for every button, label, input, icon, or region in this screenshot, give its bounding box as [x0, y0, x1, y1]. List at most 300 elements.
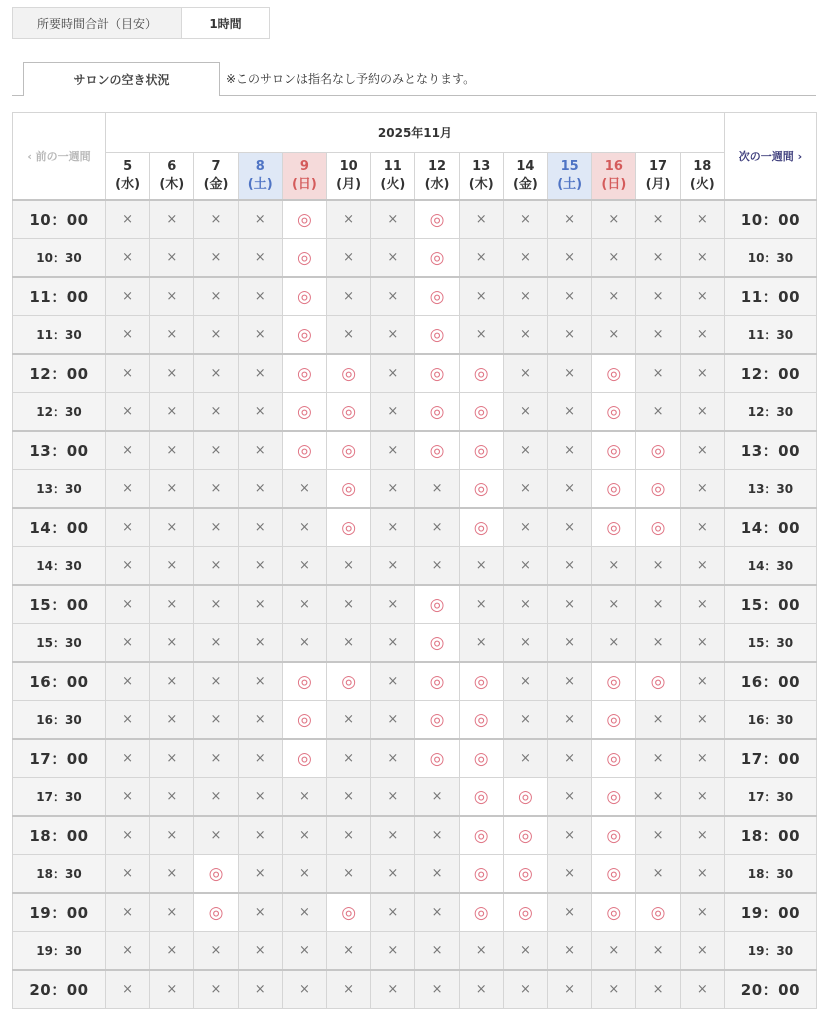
slot-available[interactable]: ◎	[327, 893, 371, 932]
time-label-right: 13：00	[724, 431, 816, 470]
time-label-right: 19：00	[724, 893, 816, 932]
slot-available[interactable]: ◎	[503, 855, 547, 894]
time-label-right: 17：00	[724, 739, 816, 778]
slot-unavailable: ×	[282, 893, 326, 932]
slot-available[interactable]: ◎	[592, 354, 636, 393]
slot-unavailable: ×	[503, 970, 547, 1009]
day-weekday: (日)	[291, 177, 317, 192]
slot-unavailable: ×	[194, 354, 238, 393]
slot-available[interactable]: ◎	[459, 508, 503, 547]
next-week-button[interactable]: 次の一週間 ›	[724, 113, 816, 201]
slot-unavailable: ×	[680, 970, 724, 1009]
slot-unavailable: ×	[150, 316, 194, 355]
slot-unavailable: ×	[592, 200, 636, 239]
time-row	[13, 932, 817, 971]
time-label-right: 20：00	[724, 970, 816, 1009]
slot-unavailable: ×	[150, 662, 194, 701]
day-weekday: (土)	[247, 177, 273, 192]
slot-unavailable: ×	[371, 662, 415, 701]
time-row	[13, 855, 817, 894]
time-label-left: 14：00	[13, 508, 106, 547]
slot-unavailable: ×	[194, 701, 238, 740]
slot-available[interactable]: ◎	[636, 662, 680, 701]
time-row	[13, 585, 817, 624]
slot-unavailable: ×	[636, 778, 680, 817]
time-row	[13, 239, 817, 278]
slot-available[interactable]: ◎	[415, 624, 459, 663]
slot-available[interactable]: ◎	[194, 855, 238, 894]
slot-available[interactable]: ◎	[636, 893, 680, 932]
slot-available[interactable]: ◎	[592, 662, 636, 701]
time-label-right: 12：00	[724, 354, 816, 393]
prev-week-button[interactable]: ‹ 前の一週間	[13, 113, 106, 201]
slot-unavailable: ×	[106, 470, 150, 509]
slot-available[interactable]: ◎	[415, 316, 459, 355]
slot-unavailable: ×	[680, 547, 724, 586]
slot-unavailable: ×	[548, 431, 592, 470]
slot-available[interactable]: ◎	[327, 662, 371, 701]
slot-available[interactable]: ◎	[459, 470, 503, 509]
time-label-right: 17：30	[724, 778, 816, 817]
time-label-left: 15：30	[13, 624, 106, 663]
slot-unavailable: ×	[371, 624, 415, 663]
slot-unavailable: ×	[238, 547, 282, 586]
slot-unavailable: ×	[106, 932, 150, 971]
slot-available[interactable]: ◎	[592, 855, 636, 894]
time-label-left: 20：00	[13, 970, 106, 1009]
slot-available[interactable]: ◎	[415, 354, 459, 393]
slot-unavailable: ×	[548, 277, 592, 316]
time-label-right: 18：00	[724, 816, 816, 855]
time-label-left: 15：00	[13, 585, 106, 624]
slot-unavailable: ×	[371, 739, 415, 778]
slot-available[interactable]: ◎	[503, 816, 547, 855]
day-date: 18	[693, 159, 712, 174]
time-label-left: 17：00	[13, 739, 106, 778]
day-header-15	[548, 153, 592, 201]
time-row	[13, 470, 817, 509]
slot-unavailable: ×	[548, 508, 592, 547]
slot-unavailable: ×	[680, 778, 724, 817]
day-date: 13	[472, 159, 491, 174]
slot-unavailable: ×	[327, 200, 371, 239]
slot-unavailable: ×	[238, 970, 282, 1009]
slot-available[interactable]: ◎	[282, 431, 326, 470]
slot-available[interactable]: ◎	[327, 431, 371, 470]
slot-unavailable: ×	[680, 200, 724, 239]
slot-unavailable: ×	[194, 932, 238, 971]
slot-unavailable: ×	[459, 547, 503, 586]
slot-unavailable: ×	[371, 354, 415, 393]
slot-unavailable: ×	[194, 739, 238, 778]
slot-unavailable: ×	[150, 547, 194, 586]
slot-unavailable: ×	[327, 277, 371, 316]
slot-unavailable: ×	[592, 970, 636, 1009]
time-label-right: 11：00	[724, 277, 816, 316]
slot-unavailable: ×	[636, 354, 680, 393]
time-row	[13, 662, 817, 701]
slot-available[interactable]: ◎	[592, 778, 636, 817]
slot-unavailable: ×	[282, 932, 326, 971]
slot-unavailable: ×	[150, 508, 194, 547]
slot-unavailable: ×	[238, 816, 282, 855]
time-label-right: 16：30	[724, 701, 816, 740]
slot-unavailable: ×	[150, 393, 194, 432]
slot-available[interactable]: ◎	[459, 354, 503, 393]
slot-available[interactable]: ◎	[415, 200, 459, 239]
slot-available[interactable]: ◎	[282, 316, 326, 355]
slot-unavailable: ×	[503, 662, 547, 701]
slot-unavailable: ×	[548, 547, 592, 586]
slot-available[interactable]: ◎	[459, 893, 503, 932]
slot-unavailable: ×	[150, 778, 194, 817]
time-label-left: 18：00	[13, 816, 106, 855]
slot-available[interactable]: ◎	[415, 277, 459, 316]
slot-unavailable: ×	[194, 316, 238, 355]
time-label-right: 16：00	[724, 662, 816, 701]
slot-available[interactable]: ◎	[459, 816, 503, 855]
slot-unavailable: ×	[636, 624, 680, 663]
time-row	[13, 354, 817, 393]
slot-unavailable: ×	[238, 662, 282, 701]
slot-unavailable: ×	[238, 431, 282, 470]
slot-unavailable: ×	[415, 547, 459, 586]
slot-unavailable: ×	[282, 470, 326, 509]
day-header-18	[680, 153, 724, 201]
time-label-right: 10：30	[724, 239, 816, 278]
slot-available[interactable]: ◎	[327, 508, 371, 547]
slot-unavailable: ×	[150, 855, 194, 894]
day-header-8	[238, 153, 282, 201]
time-label-right: 14：00	[724, 508, 816, 547]
month-header-row	[13, 113, 817, 153]
slot-unavailable: ×	[548, 316, 592, 355]
day-weekday: (金)	[203, 177, 229, 192]
slot-available[interactable]: ◎	[415, 431, 459, 470]
day-date: 15	[560, 159, 579, 174]
slot-unavailable: ×	[371, 239, 415, 278]
time-label-left: 19：00	[13, 893, 106, 932]
time-row	[13, 624, 817, 663]
slot-unavailable: ×	[548, 662, 592, 701]
slot-available[interactable]: ◎	[592, 816, 636, 855]
slot-unavailable: ×	[106, 739, 150, 778]
slot-unavailable: ×	[680, 508, 724, 547]
slot-unavailable: ×	[636, 701, 680, 740]
time-label-right: 14：30	[724, 547, 816, 586]
slot-unavailable: ×	[106, 816, 150, 855]
slot-unavailable: ×	[415, 778, 459, 817]
slot-available[interactable]: ◎	[636, 431, 680, 470]
slot-unavailable: ×	[150, 893, 194, 932]
time-label-right: 18：30	[724, 855, 816, 894]
slot-available[interactable]: ◎	[592, 893, 636, 932]
slot-unavailable: ×	[548, 701, 592, 740]
slot-unavailable: ×	[282, 970, 326, 1009]
slot-unavailable: ×	[238, 893, 282, 932]
time-label-left: 17：30	[13, 778, 106, 817]
slot-available[interactable]: ◎	[415, 585, 459, 624]
slot-available[interactable]: ◎	[415, 393, 459, 432]
slot-available[interactable]: ◎	[503, 778, 547, 817]
slot-unavailable: ×	[503, 932, 547, 971]
slot-unavailable: ×	[548, 893, 592, 932]
slot-unavailable: ×	[548, 470, 592, 509]
slot-unavailable: ×	[106, 277, 150, 316]
day-header-6	[150, 153, 194, 201]
time-row	[13, 970, 817, 1009]
slot-unavailable: ×	[282, 855, 326, 894]
slot-unavailable: ×	[194, 239, 238, 278]
slot-unavailable: ×	[636, 200, 680, 239]
day-header-9	[282, 153, 326, 201]
slot-unavailable: ×	[592, 239, 636, 278]
time-row	[13, 277, 817, 316]
slot-unavailable: ×	[592, 932, 636, 971]
slot-unavailable: ×	[194, 585, 238, 624]
slot-available[interactable]: ◎	[592, 393, 636, 432]
slot-available[interactable]: ◎	[415, 662, 459, 701]
slot-unavailable: ×	[150, 470, 194, 509]
day-header-11	[371, 153, 415, 201]
slot-unavailable: ×	[327, 855, 371, 894]
time-row	[13, 547, 817, 586]
time-label-left: 16：30	[13, 701, 106, 740]
day-date: 8	[255, 159, 265, 174]
slot-unavailable: ×	[636, 393, 680, 432]
slot-unavailable: ×	[238, 239, 282, 278]
slot-available[interactable]: ◎	[282, 393, 326, 432]
time-row	[13, 393, 817, 432]
slot-unavailable: ×	[592, 547, 636, 586]
slot-available[interactable]: ◎	[592, 431, 636, 470]
slot-available[interactable]: ◎	[282, 277, 326, 316]
slot-available[interactable]: ◎	[415, 239, 459, 278]
slot-unavailable: ×	[150, 277, 194, 316]
slot-available[interactable]: ◎	[327, 470, 371, 509]
day-header-14	[503, 153, 547, 201]
slot-unavailable: ×	[106, 585, 150, 624]
day-date: 12	[427, 159, 447, 174]
slot-unavailable: ×	[503, 277, 547, 316]
slot-unavailable: ×	[459, 970, 503, 1009]
slot-available[interactable]: ◎	[592, 739, 636, 778]
slot-unavailable: ×	[548, 200, 592, 239]
slot-unavailable: ×	[106, 316, 150, 355]
slot-available[interactable]: ◎	[282, 354, 326, 393]
slot-unavailable: ×	[548, 239, 592, 278]
slot-unavailable: ×	[592, 316, 636, 355]
slot-unavailable: ×	[371, 816, 415, 855]
slot-unavailable: ×	[327, 701, 371, 740]
duration-label: 所要時間合計（目安）	[13, 8, 182, 38]
slot-available[interactable]: ◎	[459, 778, 503, 817]
slot-unavailable: ×	[371, 585, 415, 624]
slot-unavailable: ×	[106, 893, 150, 932]
day-header-12	[415, 153, 459, 201]
slot-available[interactable]: ◎	[592, 701, 636, 740]
slot-unavailable: ×	[371, 393, 415, 432]
slot-available[interactable]: ◎	[459, 662, 503, 701]
slot-unavailable: ×	[150, 585, 194, 624]
slot-unavailable: ×	[106, 778, 150, 817]
slot-unavailable: ×	[503, 354, 547, 393]
slot-unavailable: ×	[548, 932, 592, 971]
time-row	[13, 431, 817, 470]
slot-available[interactable]: ◎	[459, 431, 503, 470]
slot-available[interactable]: ◎	[282, 200, 326, 239]
duration-summary	[12, 7, 270, 39]
slot-unavailable: ×	[636, 816, 680, 855]
slot-unavailable: ×	[282, 547, 326, 586]
slot-available[interactable]: ◎	[636, 508, 680, 547]
slot-unavailable: ×	[238, 277, 282, 316]
slot-unavailable: ×	[680, 739, 724, 778]
tab-salon-availability[interactable]: サロンの空き状況	[23, 62, 220, 96]
day-header-10	[327, 153, 371, 201]
time-label-left: 11：00	[13, 277, 106, 316]
time-label-left: 11：30	[13, 316, 106, 355]
slot-unavailable: ×	[238, 508, 282, 547]
slot-unavailable: ×	[106, 431, 150, 470]
slot-unavailable: ×	[636, 855, 680, 894]
slot-unavailable: ×	[680, 855, 724, 894]
slot-available[interactable]: ◎	[327, 354, 371, 393]
slot-unavailable: ×	[415, 970, 459, 1009]
slot-available[interactable]: ◎	[282, 662, 326, 701]
slot-unavailable: ×	[106, 393, 150, 432]
slot-unavailable: ×	[238, 624, 282, 663]
slot-unavailable: ×	[327, 932, 371, 971]
slot-unavailable: ×	[194, 470, 238, 509]
slot-unavailable: ×	[282, 508, 326, 547]
slot-unavailable: ×	[371, 970, 415, 1009]
slot-available[interactable]: ◎	[459, 393, 503, 432]
slot-unavailable: ×	[282, 624, 326, 663]
slot-available[interactable]: ◎	[327, 393, 371, 432]
time-label-right: 10：00	[724, 200, 816, 239]
slot-unavailable: ×	[238, 354, 282, 393]
time-label-right: 12：30	[724, 393, 816, 432]
time-row	[13, 200, 817, 239]
slot-unavailable: ×	[238, 739, 282, 778]
slot-unavailable: ×	[680, 932, 724, 971]
time-label-left: 13：00	[13, 431, 106, 470]
time-label-left: 10：00	[13, 200, 106, 239]
time-row	[13, 739, 817, 778]
slot-unavailable: ×	[371, 431, 415, 470]
slot-unavailable: ×	[106, 354, 150, 393]
slot-unavailable: ×	[680, 662, 724, 701]
day-date: 5	[123, 159, 133, 174]
slot-unavailable: ×	[194, 816, 238, 855]
time-row	[13, 508, 817, 547]
slot-unavailable: ×	[415, 508, 459, 547]
slot-unavailable: ×	[459, 624, 503, 663]
slot-unavailable: ×	[636, 585, 680, 624]
time-row	[13, 816, 817, 855]
day-date: 14	[516, 159, 535, 174]
slot-unavailable: ×	[503, 200, 547, 239]
slot-available[interactable]: ◎	[459, 701, 503, 740]
slot-unavailable: ×	[636, 547, 680, 586]
slot-available[interactable]: ◎	[282, 739, 326, 778]
slot-unavailable: ×	[238, 778, 282, 817]
slot-available[interactable]: ◎	[459, 739, 503, 778]
time-row	[13, 893, 817, 932]
slot-unavailable: ×	[371, 277, 415, 316]
slot-unavailable: ×	[548, 585, 592, 624]
slot-available[interactable]: ◎	[459, 855, 503, 894]
slot-available[interactable]: ◎	[282, 701, 326, 740]
slot-unavailable: ×	[680, 277, 724, 316]
slot-unavailable: ×	[194, 393, 238, 432]
day-header-7	[194, 153, 238, 201]
slot-unavailable: ×	[548, 778, 592, 817]
slot-unavailable: ×	[503, 624, 547, 663]
slot-unavailable: ×	[680, 431, 724, 470]
slot-unavailable: ×	[150, 816, 194, 855]
time-row	[13, 701, 817, 740]
slot-unavailable: ×	[238, 393, 282, 432]
slot-unavailable: ×	[371, 547, 415, 586]
day-header-16	[592, 153, 636, 201]
slot-available[interactable]: ◎	[592, 470, 636, 509]
slot-unavailable: ×	[106, 508, 150, 547]
slot-unavailable: ×	[371, 778, 415, 817]
slot-unavailable: ×	[548, 816, 592, 855]
time-label-right: 15：00	[724, 585, 816, 624]
slot-unavailable: ×	[150, 932, 194, 971]
duration-value: 1時間	[209, 16, 242, 31]
day-weekday: (火)	[689, 177, 715, 192]
slot-unavailable: ×	[194, 508, 238, 547]
slot-unavailable: ×	[327, 816, 371, 855]
slot-unavailable: ×	[238, 932, 282, 971]
slot-unavailable: ×	[503, 508, 547, 547]
day-weekday: (金)	[512, 177, 538, 192]
time-label-left: 10：30	[13, 239, 106, 278]
slot-unavailable: ×	[371, 470, 415, 509]
slot-unavailable: ×	[282, 816, 326, 855]
slot-unavailable: ×	[459, 200, 503, 239]
availability-table	[12, 112, 817, 1009]
slot-available[interactable]: ◎	[415, 739, 459, 778]
slot-available[interactable]: ◎	[282, 239, 326, 278]
slot-available[interactable]: ◎	[636, 470, 680, 509]
slot-unavailable: ×	[636, 316, 680, 355]
slot-unavailable: ×	[150, 739, 194, 778]
slot-unavailable: ×	[327, 585, 371, 624]
slot-available[interactable]: ◎	[592, 508, 636, 547]
slot-available[interactable]: ◎	[503, 893, 547, 932]
day-weekday: (水)	[115, 177, 141, 192]
slot-available[interactable]: ◎	[194, 893, 238, 932]
slot-available[interactable]: ◎	[415, 701, 459, 740]
slot-unavailable: ×	[194, 970, 238, 1009]
slot-unavailable: ×	[680, 585, 724, 624]
day-weekday: (水)	[424, 177, 450, 192]
slot-unavailable: ×	[680, 624, 724, 663]
slot-unavailable: ×	[459, 932, 503, 971]
time-label-left: 12：30	[13, 393, 106, 432]
slot-unavailable: ×	[592, 277, 636, 316]
slot-unavailable: ×	[415, 470, 459, 509]
slot-unavailable: ×	[106, 855, 150, 894]
slot-unavailable: ×	[194, 547, 238, 586]
slot-unavailable: ×	[548, 970, 592, 1009]
slot-unavailable: ×	[150, 701, 194, 740]
